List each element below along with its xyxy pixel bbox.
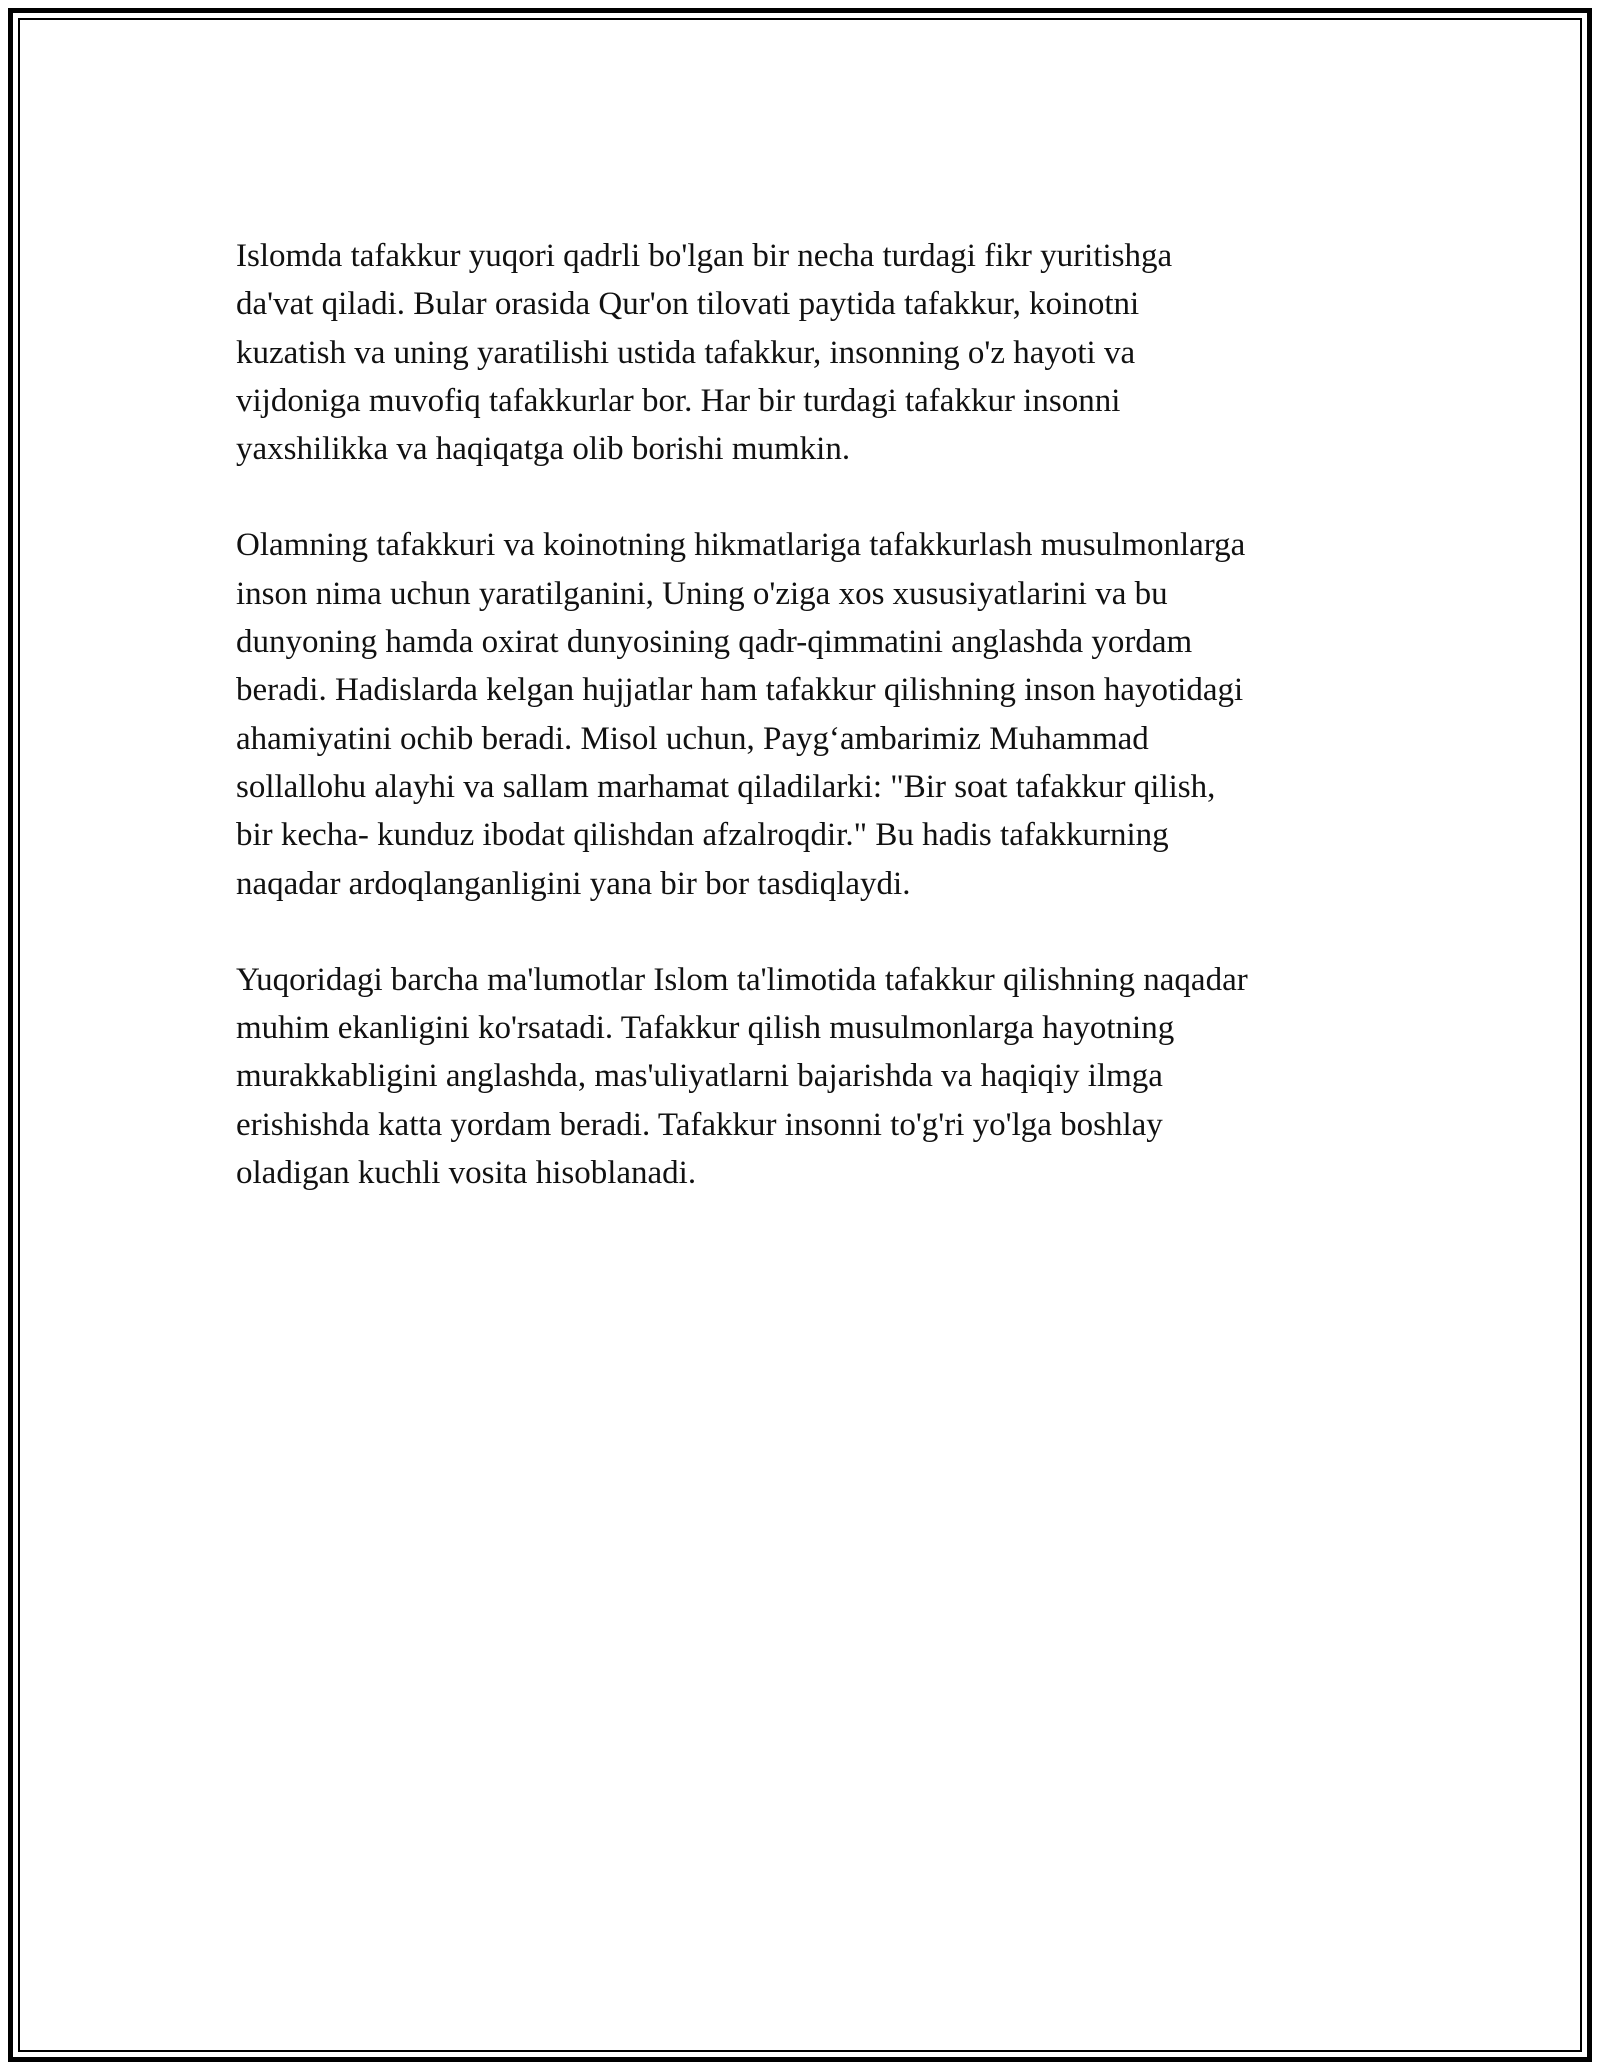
paragraph-1 <box>236 232 1376 473</box>
text-line: erishishda katta yordam beradi. Tafakkur insonni to'g'ri yo'lga boshlay <box>236 1106 1163 1143</box>
paragraph-3 <box>236 956 1376 1197</box>
paragraph-2 <box>236 521 1376 907</box>
text-line: kuzatish va uning yaratilishi ustida tafakkur, insonning o'z hayoti va <box>236 334 1136 371</box>
text-line: sollallohu alayhi va sallam marhamat qiladilarki: "Bir soat tafakkur qilish, <box>236 768 1216 805</box>
text-line: Islomda tafakkur yuqori qadrli bo'lgan bir necha turdagi fikr yuritishga <box>236 238 1173 274</box>
text-line: muhim ekanligini ko'rsatadi. Tafakkur qilish musulmonlarga hayotning <box>236 1010 1175 1047</box>
text-line: vijdoniga muvofiq tafakkurlar bor. Har bir turdagi tafakkur insonni <box>236 382 1121 419</box>
text-line: inson nima uchun yaratilganini, Uning o'ziga xos xususiyatlarini va bu <box>236 575 1168 612</box>
text-line: yaxshilikka va haqiqatga olib borishi mumkin. <box>236 431 851 468</box>
text-line: ahamiyatini ochib beradi. Misol uchun, Payg‘ambarimiz Muhammad <box>236 720 1149 757</box>
text-line: Olamning tafakkuri va koinotning hikmatlariga tafakkurlash musulmonlarga <box>236 527 1246 564</box>
text-line: bir kecha- kunduz ibodat qilishdan afzalroqdir." Bu hadis tafakkurning <box>236 817 1169 854</box>
text-line: beradi. Hadislarda kelgan hujjatlar ham tafakkur qilishning inson hayotidagi <box>236 672 1244 709</box>
text-line: murakkabligini anglashda, mas'uliyatlarni bajarishda va haqiqiy ilmga <box>236 1058 1163 1095</box>
document-body <box>236 232 1376 1245</box>
text-line: oladigan kuchli vosita hisoblanadi. <box>236 1155 697 1192</box>
text-line: da'vat qiladi. Bular orasida Qur'on tilovati paytida tafakkur, koinotni <box>236 286 1140 323</box>
text-line: naqadar ardoqlanganligini yana bir bor tasdiqlaydi. <box>236 865 911 902</box>
text-line: Yuqoridagi barcha ma'lumotlar Islom ta'limotida tafakkur qilishning naqadar <box>236 961 1248 998</box>
text-line: dunyoning hamda oxirat dunyosining qadr-qimmatini anglashda yordam <box>236 624 1193 661</box>
